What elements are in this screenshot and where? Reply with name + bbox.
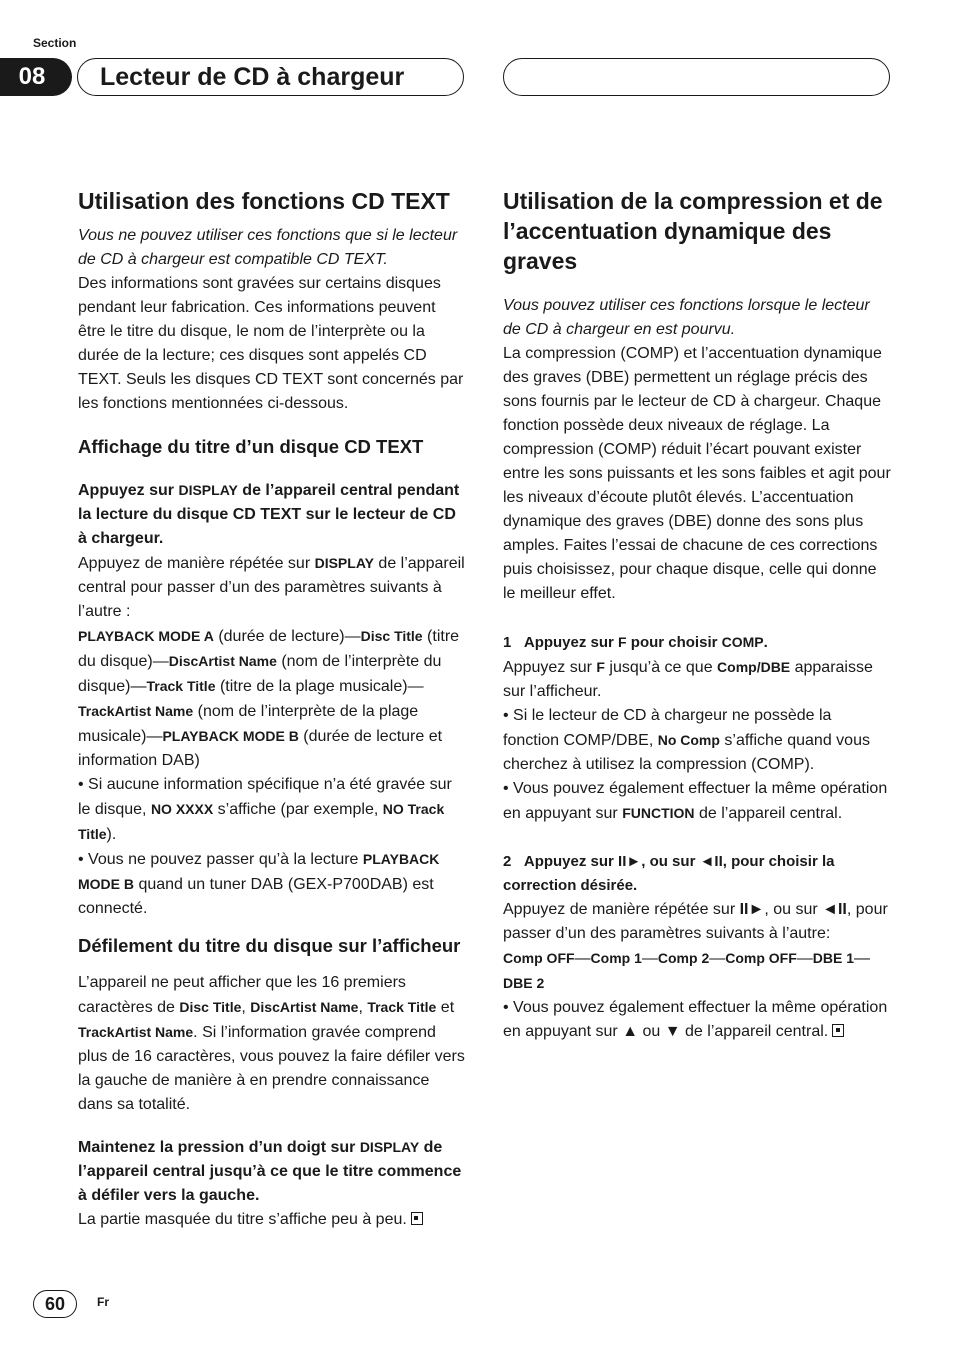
no-info-bullet: • Si aucune information spécifique n’a été gravée sur le disque, NO XXXX s’affiche (par exemple, NO Track Title). [78, 776, 452, 843]
comp-step-1-body: Appuyez sur F jusqu’à ce que Comp/DBE apparaisse sur l’afficheur. [503, 659, 873, 700]
display-body: Appuyez de manière répétée sur DISPLAY de l’appareil central pour passer d’un des paramètres suivants à l’autre : [78, 555, 465, 620]
stop-square-icon [411, 1212, 423, 1225]
display-modes-list: PLAYBACK MODE A (durée de lecture)—Disc Title (titre du disque)—DiscArtist Name (nom de l’interprète du disque)—Track Title (titre de la plage musicale)—TrackArtist Name (nom de l’interprète de la plage musicale)—PLAYBACK MODE B (durée de lecture et information DAB) [78, 628, 460, 769]
display-title-subheading: Affichage du titre d’un disque CD TEXT [78, 436, 424, 457]
comp-dbe-intro-note: Vous pouvez utiliser ces fonctions lorsque le lecteur de CD à chargeur en est pourvu. [503, 297, 870, 338]
section-number-badge: 08 [0, 58, 72, 96]
comp-dbe-heading: Utilisation de la compression et de l’accentuation dynamique des graves [503, 188, 883, 274]
reverse-pause-icon: ◄II [699, 853, 723, 870]
play-pause-icon: II► [618, 853, 642, 870]
play-pause-icon: II► [739, 901, 765, 918]
up-down-bullet: • Vous pouvez également effectuer la même opération en appuyant sur ▲ ou ▼ de l’appareil central. [503, 999, 888, 1040]
cd-text-intro-note: Vous ne pouvez utiliser ces fonctions que si le lecteur de CD à chargeur est compatible CD TEXT. [78, 227, 458, 268]
cd-text-heading: Utilisation des fonctions CD TEXT [78, 188, 450, 214]
scroll-body: L’appareil ne peut afficher que les 16 premiers caractères de Disc Title, DiscArtist Name, Track Title et TrackArtist Name. Si l’information gravée comprend plus de 16 caractères, vous pouvez la faire défiler vers la gauche de manière à en prendre connaissance dans sa totalité. [78, 974, 465, 1113]
dab-bullet: • Vous ne pouvez passer qu’à la lecture PLAYBACK MODE B quand un tuner DAB (GEX-P700DAB) est connecté. [78, 851, 440, 917]
page-title: Lecteur de CD à chargeur [77, 58, 464, 96]
page-number: 60 [33, 1290, 77, 1318]
language-label: Fr [97, 1295, 109, 1309]
scroll-step-instruction: Maintenez la pression d’un doigt sur DISPLAY de l’appareil central jusqu’à ce que le titre commence à défiler vers la gauche. [78, 1139, 462, 1204]
cd-text-intro: Des informations sont gravées sur certains disques pendant leur fabrication. Ces informations peuvent être le titre du disque, le nom de l’interprète ou la durée de la lecture; ces disques sont appelés CD TEXT. Seuls les disques CD TEXT sont concernés par les fonctions mentionnées ci-dessous. [78, 275, 464, 412]
comp-step-1: 1 Appuyez sur F pour choisir COMP. [503, 634, 768, 651]
header-empty-box [503, 58, 890, 96]
function-bullet: • Vous pouvez également effectuer la même opération en appuyant sur FUNCTION de l’appareil central. [503, 780, 888, 822]
right-column [503, 186, 891, 1044]
display-step-instruction: Appuyez sur DISPLAY de l’appareil central pendant la lecture du disque CD TEXT sur le lecteur de CD à chargeur. [78, 482, 460, 547]
reverse-pause-icon: ◄II [822, 901, 847, 918]
comp-dbe-intro: La compression (COMP) et l’accentuation dynamique des graves (DBE) permettent un réglage précis des sons fournis par le lecteur de CD à chargeur. Chaque fonction possède deux niveaux de réglage. La compression (COMP) réduit l’écart pouvant exister entre les sons puissants et les sons faibles et agit pour les niveaux d’écoute plutôt élevés. L’accentuation dynamique des graves (DBE) donne des sons plus amples. Faites l’essai de chacune de ces corrections puis choisissez, pour chaque disque, celle qui donne le meilleur effet. [503, 345, 891, 602]
stop-square-icon [832, 1024, 844, 1037]
scroll-title-subheading: Défilement du titre du disque sur l’afficheur [78, 935, 461, 956]
comp-step-2: 2 Appuyez sur II►, ou sur ◄II, pour choisir la correction désirée. [503, 853, 835, 894]
down-arrow-icon: ▼ [664, 1023, 681, 1040]
left-column [78, 186, 466, 1232]
scroll-result: La partie masquée du titre s’affiche peu à peu. [78, 1208, 466, 1232]
no-comp-bullet: • Si le lecteur de CD à chargeur ne possède la fonction COMP/DBE, No Comp s’affiche quand vous cherchez à utilisez la compression (COMP). [503, 707, 870, 773]
up-arrow-icon: ▲ [622, 1023, 639, 1040]
comp-settings-list: Comp OFF—Comp 1—Comp 2—Comp OFF—DBE 1—DBE 2 [503, 950, 871, 991]
comp-step-2-body: Appuyez de manière répétée sur II►, ou sur ◄II, pour passer d’un des paramètres suivants à l’autre: [503, 901, 888, 942]
section-label: Section [33, 36, 77, 50]
